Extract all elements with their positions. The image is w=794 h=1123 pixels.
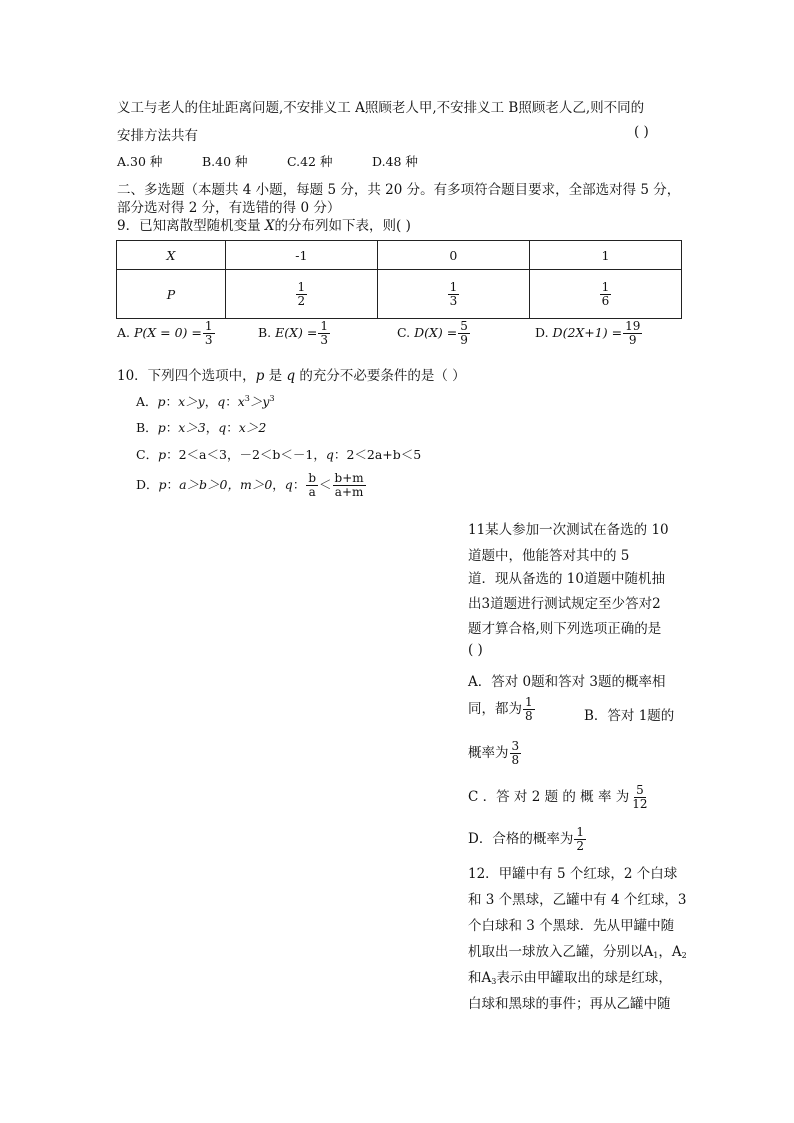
table-cell: X — [117, 241, 226, 270]
q8-paren: ( ) — [634, 124, 649, 140]
fraction: $\frac{5}{12}$ — [632, 783, 648, 811]
section2-heading-line2: 部分选对得 2 分，有选错的得 0 分） — [117, 200, 341, 216]
q10-option-d: D．p：a＞b＞0，m＞0，q： $\frac{b}{a}$ ＜ $\frac{b+m}{a+m}$ — [136, 471, 364, 499]
fraction: $\frac{b+m}{a+m}$ — [334, 471, 364, 499]
fraction: $\frac{19}{9}$ — [625, 319, 641, 347]
q9-option-c: C. D(X) = $\frac{5}{9}$ — [397, 319, 468, 347]
fraction: $\frac{5}{9}$ — [460, 319, 468, 347]
q11-option-b-line2: 概率为 $\frac{3}{8}$ — [468, 739, 520, 767]
q8-line1: 义工与老人的住址距离问题,不安排义工 A照顾老人甲,不安排义工 B照顾老人乙,则不同的 — [117, 100, 645, 116]
fraction: $\frac{1}{3}$ — [449, 279, 458, 308]
q12-line1: 12．甲罐中有 5 个红球，2 个白球 — [468, 866, 678, 882]
q12-line4: 机取出一球放入乙罐，分别以$A_1$，$A_2$ — [468, 944, 687, 960]
q11-option-c: C ．答 对 2 题 的 概 率 为 $\frac{5}{12}$ — [468, 783, 648, 811]
fraction: $\frac{1}{3}$ — [320, 319, 329, 347]
fraction: $\frac{1}{3}$ — [204, 319, 213, 347]
q11-option-a-line1: A．答对 0题和答对 3题的概率相 — [468, 674, 666, 690]
fraction: $\frac{1}{2}$ — [576, 825, 584, 853]
q10-option-c: C．p：2＜a＜3，－2＜b＜－1，q：2＜2a+b＜5 — [136, 447, 422, 462]
q9-option-d: D. D(2X+1) = $\frac{19}{9}$ — [535, 319, 641, 347]
q11-option-b-line1: B．答对 1题的 — [584, 708, 675, 724]
q11-line5: 题才算合格,则下列选项正确的是 — [468, 621, 662, 637]
fraction: $\frac{b}{a}$ — [308, 471, 317, 499]
table-cell — [529, 270, 681, 319]
q12-line3: 个白球和 3 个黑球．先从甲罐中随 — [468, 918, 675, 934]
q8-line2: 安排方法共有 — [117, 128, 198, 144]
table-cell: 1 — [529, 241, 681, 270]
table-row — [117, 241, 682, 270]
q10-option-a: A．p：x＞y，q：$x^3>y^3$ — [136, 394, 275, 409]
fraction: $\frac{3}{8}$ — [511, 739, 520, 767]
q11-line6: ( ) — [468, 642, 483, 658]
q8-option-d: D.48 种 — [372, 154, 418, 169]
section2-heading-line1: 二、多选题（本题共 4 小题，每题 5 分，共 20 分。有多项符合题目要求，全部选对得 5 分， — [117, 182, 681, 198]
q12-line2: 和 3 个黑球，乙罐中有 4 个红球，3 — [468, 892, 687, 908]
q10-option-b: B．p：x＞3，q：x＞2 — [136, 420, 267, 435]
q11-line2: 道题中，他能答对其中的 5 — [468, 548, 630, 564]
q11-option-d: D．合格的概率为 $\frac{1}{2}$ — [468, 825, 584, 853]
distribution-table — [116, 240, 682, 319]
q9-option-a: A. P(X = 0) = $\frac{1}{3}$ — [117, 319, 213, 347]
q9-option-b: B. E(X) = $\frac{1}{3}$ — [258, 319, 329, 347]
q12-line6: 白球和黑球的事件；再从乙罐中随 — [468, 996, 671, 1012]
q11-line1: 11某人参加一次测试在备选的 10 — [468, 522, 669, 538]
fraction: $\frac{1}{6}$ — [601, 279, 610, 308]
table-cell: -1 — [225, 241, 377, 270]
table-cell: 0 — [377, 241, 529, 270]
q11-line3: 道．现从备选的 10道题中随机抽 — [468, 571, 665, 587]
q11-line4: 出3道题进行测试规定至少答对2 — [468, 596, 661, 612]
fraction: $\frac{1}{2}$ — [297, 279, 306, 308]
table-cell — [377, 270, 529, 319]
q10-stem: 10．下列四个选项中，p 是 q 的充分不必要条件的是（ ） — [117, 368, 466, 384]
q8-option-a: A.30 种 — [117, 154, 163, 169]
q8-option-c: C.42 种 — [287, 154, 333, 169]
q8-option-b: B.40 种 — [202, 154, 248, 169]
q9-stem: 9．已知离散型随机变量 X的分布列如下表，则( ) — [117, 218, 411, 234]
table-cell — [225, 270, 377, 319]
table-row — [117, 270, 682, 319]
q11-option-a-line2: 同，都为 $\frac{1}{8}$ — [468, 695, 533, 723]
fraction: $\frac{1}{8}$ — [525, 695, 533, 723]
table-cell: P — [117, 270, 226, 319]
q12-line5: 和$A_3$表示由甲罐取出的球是红球， — [468, 970, 672, 986]
